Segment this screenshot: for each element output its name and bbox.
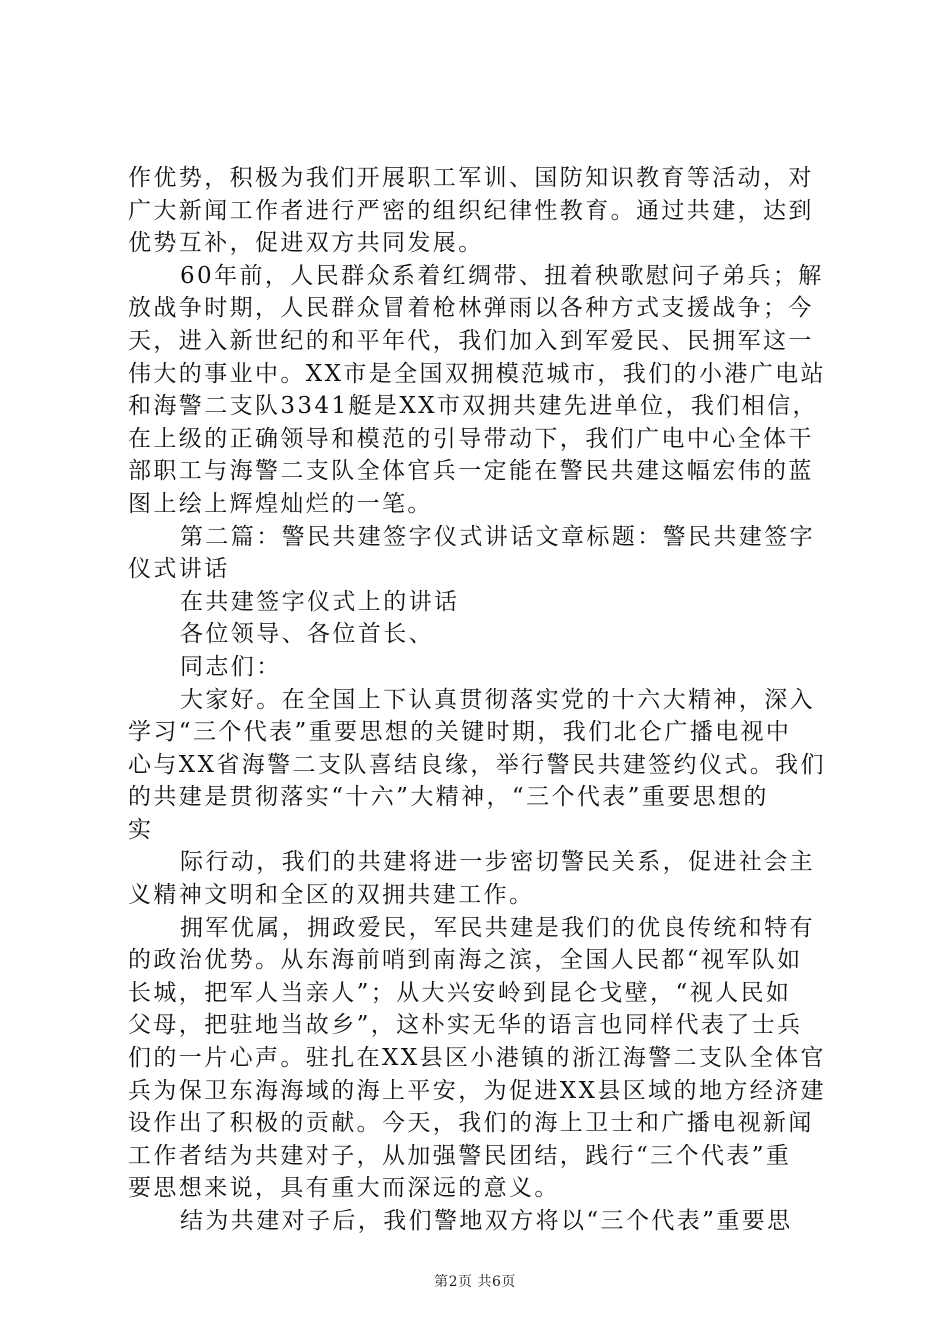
text-line: 拥军优属，拥政爱民，军民共建是我们的优良传统和特有 bbox=[180, 914, 815, 941]
text-line: 长城，把军人当亲人”；从大兴安岭到昆仑戈壁，“视人民如 bbox=[128, 979, 792, 1006]
text-line: 天，进入新世纪的和平年代，我们加入到军爱民、民拥军这一 bbox=[128, 327, 814, 354]
text-line: 部职工与海警二支队全体官兵一定能在警民共建这幅宏伟的蓝 bbox=[128, 458, 814, 485]
text-line: 际行动，我们的共建将进一步密切警民关系，促进社会主 bbox=[180, 849, 815, 876]
text-line: 要思想来说，具有重大而深远的意义。 bbox=[128, 1175, 560, 1202]
text-line: 实 bbox=[128, 816, 154, 843]
text-line: 60年前，人民群众系着红绸带、扭着秧歌慰问子弟兵；解 bbox=[180, 262, 824, 289]
text-line: 心与XX省海警二支队喜结良缘，举行警民共建签约仪式。我们 bbox=[128, 751, 826, 778]
text-line: 第二篇：警民共建签字仪式讲话文章标题：警民共建签字 bbox=[180, 523, 815, 550]
text-line: 义精神文明和全区的双拥共建工作。 bbox=[128, 882, 535, 909]
text-line: 大家好。在全国上下认真贯彻落实党的十六大精神，深入 bbox=[180, 686, 815, 713]
text-line: 在共建签字仪式上的讲话 bbox=[180, 588, 460, 615]
text-line: 作优势，积极为我们开展职工军训、国防知识教育等活动，对 bbox=[128, 165, 814, 191]
text-line: 们的一片心声。驻扎在XX县区小港镇的浙江海警二支队全体官 bbox=[128, 1045, 826, 1072]
text-line: 和海警二支队3341艇是XX市双拥共建先进单位，我们相信， bbox=[128, 393, 818, 420]
text-line: 仪式讲话 bbox=[128, 556, 230, 583]
text-line: 学习“三个代表”重要思想的关键时期，我们北仑广播电视中 bbox=[128, 719, 792, 746]
text-line: 兵为保卫东海海域的海上平安，为促进XX县区域的地方经济建 bbox=[128, 1077, 826, 1104]
text-line: 结为共建对子后，我们警地双方将以“三个代表”重要思 bbox=[180, 1208, 793, 1234]
text-line: 各位领导、各位首长、 bbox=[180, 621, 434, 648]
text-line: 父母，把驻地当故乡”，这朴实无华的语言也同样代表了士兵 bbox=[128, 1012, 803, 1039]
text-line: 图上绘上辉煌灿烂的一笔。 bbox=[128, 490, 433, 517]
text-line: 工作者结为共建对子，从加强警民团结，践行“三个代表”重 bbox=[128, 1142, 792, 1169]
text-line: 设作出了积极的贡献。今天，我们的海上卫士和广播电视新闻 bbox=[128, 1110, 814, 1137]
text-line: 优势互补，促进双方共同发展。 bbox=[128, 230, 484, 257]
text-line: 同志们： bbox=[180, 653, 282, 680]
text-line: 广大新闻工作者进行严密的组织纪律性教育。通过共建，达到 bbox=[128, 197, 814, 224]
page-footer: 第2页 共6页 bbox=[434, 1274, 516, 1290]
document-body bbox=[128, 162, 828, 1238]
text-line: 放战争时期，人民群众冒着枪林弹雨以各种方式支援战争；今 bbox=[128, 295, 814, 322]
text-line: 伟大的事业中。XX市是全国双拥模范城市，我们的小港广电站 bbox=[128, 360, 826, 387]
text-line: 的共建是贯彻落实“十六”大精神，“三个代表”重要思想的 bbox=[128, 784, 769, 811]
text-line: 的政治优势。从东海前哨到南海之滨，全国人民都“视军队如 bbox=[128, 947, 803, 974]
text-line: 在上级的正确领导和模范的引导带动下，我们广电中心全体干 bbox=[128, 425, 814, 452]
